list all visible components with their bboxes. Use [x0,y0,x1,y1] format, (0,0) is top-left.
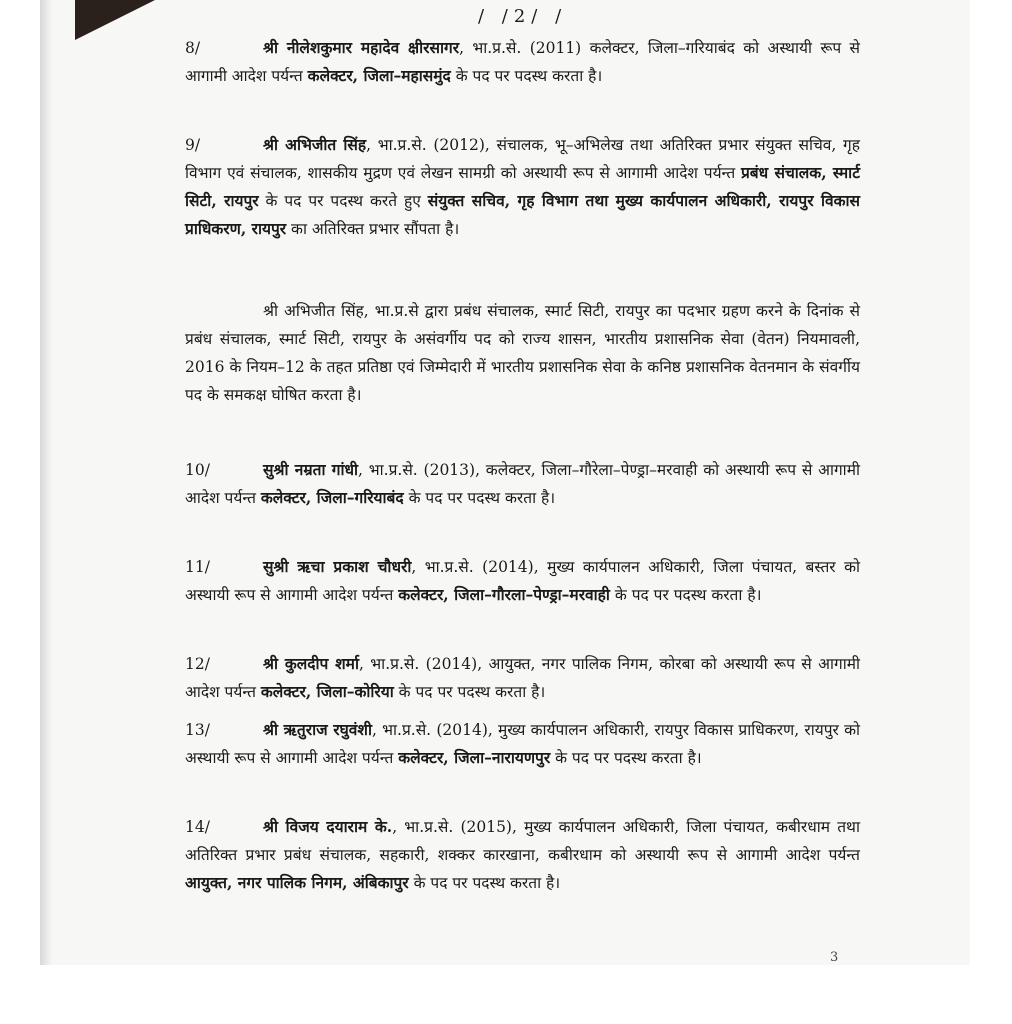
order-item-9-note [185,297,860,409]
new-posting: कलेक्टर, जिला–कोरिया [260,682,394,701]
officer-name: सुश्री नम्रता गांधी [263,460,359,479]
officer-name: श्री नीलेशकुमार महादेव क्षीरसागर [263,38,460,57]
new-posting: कलेक्टर, जिला–गौरला–पेण्ड्रा–मरवाही [398,585,610,604]
order-item-10 [185,456,860,512]
new-posting: कलेक्टर, जिला–नारायणपुर [398,748,551,767]
officer-name: श्री विजय दयाराम के. [263,817,393,836]
item-number: 9/ [185,136,201,154]
item-tail: के पद पर पदस्थ करता है। [550,749,702,767]
new-posting: कलेक्टर, जिला–गरियाबंद [260,488,404,507]
additional-charge: संयुक्त सचिव, गृह विभाग तथा मुख्य कार्यपालन अधिकारी, रायपुर विकास प्राधिकरण, रायपुर [185,191,860,238]
folded-corner [75,0,155,40]
note-text: श्री अभिजीत सिंह, भा.प्र.से द्वारा प्रबंध संचालक, स्मार्ट सिटी, रायपुर का पदभार ग्रहण करने के दिनांक से प्रबंध संचालक, स्मार्ट सिटी, रायपुर के असंवर्गीय पद को राज्य शासन, भारतीय प्रशासनिक सेवा (वेतन) नियमावली, 2016 के नियम–12 के तहत प्रतिष्ठा एवं जिम्मेदारी में भारतीय प्रशासनिक सेवा के कनिष्ठ प्रशासनिक वेतनमान के संवर्गीय पद के समकक्ष घोषित करता है। [185,302,860,404]
item-number: 12/ [185,655,210,673]
item-text: , भा.प्र.से. (2014), मुख्य कार्यपालन अधिकारी, जिला पंचायत, बस्तर को अस्थायी रूप से आगामी आदेश पर्यन्त [185,558,860,604]
page-marker: / /2/ / [478,6,568,27]
order-item-13 [185,716,860,772]
item-text: , भा.प्र.से. (2011) कलेक्टर, जिला–गरियाबंद को अस्थायी रूप से आगामी आदेश पर्यन्त [185,39,861,85]
item-tail: के पद पर पदस्थ करता है। [450,67,603,85]
item-number: 11/ [185,558,210,576]
item-tail: के पद पर पदस्थ करता है। [403,489,556,507]
order-item-12 [185,650,860,706]
order-item-14 [185,813,860,897]
item-number: 14/ [185,818,210,836]
item-number: 8/ [185,39,201,57]
order-item-8 [185,34,860,90]
new-posting: प्रबंध संचालक, स्मार्ट सिटी, रायपुर [185,163,861,210]
officer-name: सुश्री ऋचा प्रकाश चौधरी [263,557,412,576]
item-tail: के पद पर पदस्थ करता है। [408,874,561,892]
item-tail: के पद पर पदस्थ करता है। [609,586,762,604]
page-corner-mark: 3 [830,950,839,965]
item-text: , भा.प्र.से. (2013), कलेक्टर, जिला–गौरेला–पेण्ड्रा–मरवाही को अस्थायी रूप से आगामी आदेश पर्यन्त [185,461,860,507]
item-text: , भा.प्र.से. (2014), आयुक्त, नगर पालिक निगम, कोरबा को अस्थायी रूप से आगामी आदेश पर्यन्त [185,655,860,701]
item-text: , भा.प्र.से. (2015), मुख्य कार्यपालन अधिकारी, जिला पंचायत, कबीरधाम तथा अतिरिक्त प्रभार प्रबंध संचालक, सहकारी, शक्कर कारखाना, कबीरधाम को अस्थायी रूप से आगामी आदेश पर्यन्त [185,818,860,864]
item-number: 13/ [185,721,210,739]
item-tail: का अतिरिक्त प्रभार सौंपता है। [286,220,460,238]
new-posting: आयुक्त, नगर पालिक निगम, अंबिकापुर [185,873,409,892]
order-item-11 [185,553,860,609]
page-edge-shadow [40,0,52,965]
page-bottom-margin [0,965,1012,1024]
officer-name: श्री ऋतुराज रघुवंशी [263,720,372,739]
item-text-mid: के पद पर पदस्थ करते हुए [258,192,428,210]
item-text: , भा.प्र.से. (2014), मुख्य कार्यपालन अधिकारी, रायपुर विकास प्राधिकरण, रायपुर को अस्थायी रूप से आगामी आदेश पर्यन्त [185,721,861,767]
item-text: , भा.प्र.से. (2012), संचालक, भू–अभिलेख तथा अतिरिक्त प्रभार संयुक्त सचिव, गृह विभाग एवं संचालक, शासकीय मुद्रण एवं लेखन सामग्री को अस्थायी रूप से आगामी आदेश पर्यन्त [185,136,860,182]
new-posting: कलेक्टर, जिला–महासमुंद [307,66,451,85]
item-tail: के पद पर पदस्थ करता है। [393,683,546,701]
order-item-9 [185,131,860,243]
item-number: 10/ [185,461,210,479]
officer-name: श्री कुलदीप शर्मा [263,654,359,673]
officer-name: श्री अभिजीत सिंह [263,135,367,154]
